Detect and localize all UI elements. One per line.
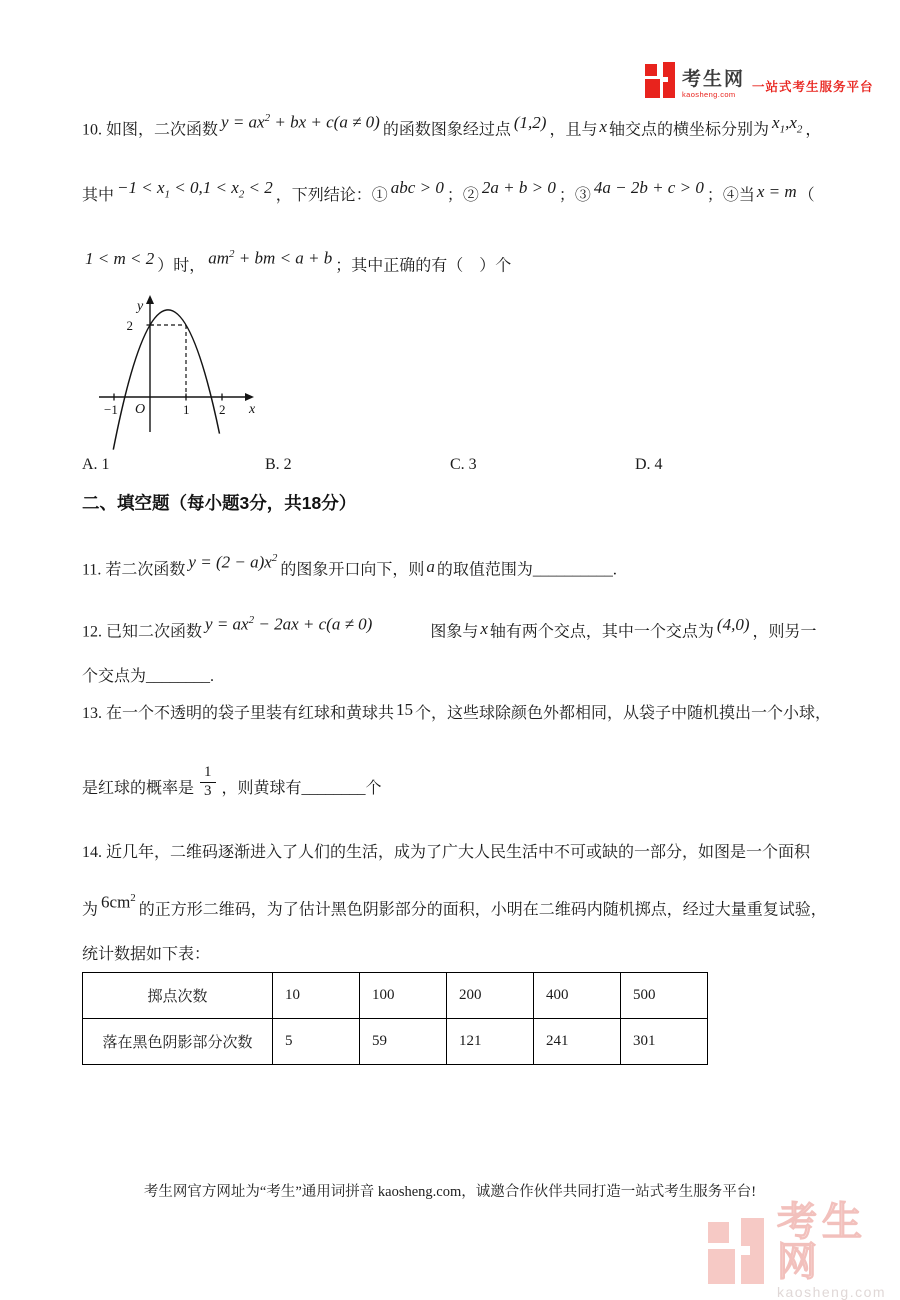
logo-domain: kaosheng.com	[682, 89, 736, 99]
stats-table	[82, 972, 708, 1065]
axis-label-y: y	[137, 299, 144, 314]
q14-line-2: 为 $6cm^2$的正方形二维码，为了估计黑色阴影部分的面积，小明在二维码内随机掷点，经过大量重复试验，	[82, 892, 827, 919]
logo-text	[682, 70, 745, 99]
axis-label-2y: 2	[126, 318, 133, 333]
logo-tagline: 一站式考生服务平台	[752, 80, 874, 94]
option-a: A. 1	[82, 456, 110, 473]
q12-line-1: 12. 已知二次函数 $y = ax^2 - 2ax + c(a \ne 0)$ 图象与 x 轴有两个交点，其中一个交点为 (4,0) ，则另一	[82, 614, 817, 641]
q14-line-1: 14. 近几年，二维码逐渐进入了人们的生活，成为了广大人民生活中不可或缺的一部分，如图是一个面积	[82, 844, 811, 861]
watermark-text	[777, 1202, 900, 1299]
table-cell: 掷点次数	[83, 973, 273, 1019]
option-b: B. 2	[265, 456, 292, 473]
q11-line-1: 11. 若二次函数 $y = (2 - a)x^2$的图象开口向下，则 a 的取值范围为__________.	[82, 552, 617, 579]
option-c: C. 3	[450, 456, 477, 473]
table-row	[83, 1019, 708, 1065]
x-axis-arrow	[245, 393, 254, 401]
section-2-title: 二、填空题（每小题3分，共18分）	[82, 493, 357, 513]
header-logo	[645, 62, 874, 98]
watermark-logo-icon	[708, 1218, 766, 1284]
q12-line-2: 个交点为________.	[82, 668, 215, 685]
y-axis-arrow	[146, 295, 154, 304]
axis-label-neg1: −1	[104, 402, 118, 417]
watermark-domain: kaosheng.com	[777, 1284, 887, 1300]
table-cell: 落在黑色阴影部分次数	[83, 1019, 273, 1065]
table-cell: 10	[273, 973, 360, 1019]
table-cell: 100	[360, 973, 447, 1019]
axis-label-origin: O	[135, 402, 146, 417]
q13-line-2: 是红球的概率是 $\frac{1}{3}$ ，则黄球有________个	[82, 764, 382, 799]
table-cell: 241	[534, 1019, 621, 1065]
table-cell: 200	[447, 973, 534, 1019]
table-cell: 5	[273, 1019, 360, 1065]
table-row	[83, 973, 708, 1019]
watermark	[708, 1202, 900, 1299]
parabola-figure	[93, 294, 263, 436]
table-cell: 121	[447, 1019, 534, 1065]
axis-label-x: x	[249, 402, 256, 417]
table-cell: 59	[360, 1019, 447, 1065]
page-footer: 考生网官方网址为“考生”通用词拼音 kaosheng.com，诚邀合作伙伴共同打造一站式考生服务平台!	[143, 1184, 757, 1200]
q10-line-1: 10. 如图，二次函数 $y = ax^2$ + bx + c(a ≠ 0) 的函数图象经过点 (1,2) ，且与 x 轴交点的横坐标分别为 $x_1,x_2$ ，	[82, 112, 822, 139]
option-d: D. 4	[635, 456, 663, 473]
axis-label-1: 1	[183, 402, 190, 417]
logo-name: 考生网	[682, 68, 746, 90]
table-cell: 301	[621, 1019, 708, 1065]
watermark-name: 考生网	[777, 1200, 867, 1284]
q10-line-2: 其中 $-1 < x_1 < 0,1 < x_2 < 2$ ，下列结论：① abc > 0 ；② 2a + b > 0 ；③ 4a − 2b + c > 0 ；④当 x = m （	[82, 178, 815, 204]
kaosheng-logo-icon	[645, 62, 675, 98]
table-cell: 500	[621, 973, 708, 1019]
q10-line-3: 1 < m < 2 ）时， $am^2$ + bm < a + b ；其中正确的有（ ）个	[85, 248, 512, 275]
q13-line-1: 13. 在一个不透明的袋子里装有红球和黄球共 15 个，这些球除颜色外都相同，从袋子中随机摸出一个小球，	[82, 700, 832, 722]
q14-line-3: 统计数据如下表：	[82, 946, 211, 963]
table-cell: 400	[534, 973, 621, 1019]
axis-label-2x: 2	[219, 402, 226, 417]
